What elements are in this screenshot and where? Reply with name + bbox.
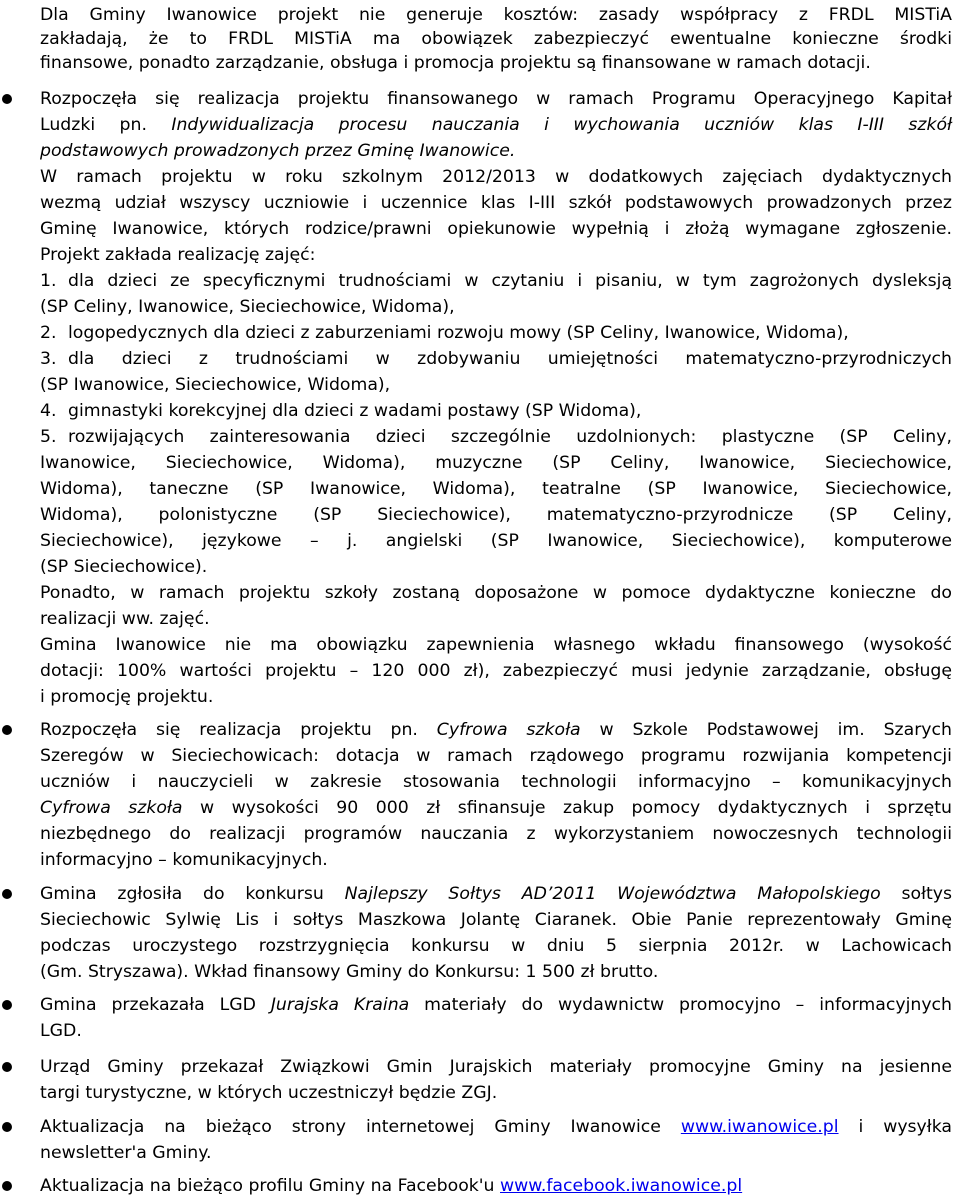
text-line: Gminę Iwanowice, których rodzice/prawni opiekunowie wypełnią i złożą wymagane zgłoszenie. [40, 219, 952, 239]
list-item-cont: Iwanowice, Sieciechowice, Widoma), muzyczne (SP Celiny, Iwanowice, Sieciechowice, [40, 453, 952, 473]
list-item-cont: Widoma), polonistyczne (SP Sieciechowice), matematyczno-przyrodnicze (SP Celiny, [40, 505, 952, 525]
text-line: (Gm. Stryszawa). Wkład finansowy Gminy do Konkursu: 1 500 zł brutto. [40, 962, 659, 982]
bullet-icon [2, 94, 12, 104]
text-line: Urząd Gminy przekazał Związkowi Gmin Jurajskich materiały promocyjne Gminy na jesienne [40, 1057, 952, 1077]
text-line: niezbędnego do realizacji programów nauczania z wykorzystaniem nowoczesnych technologii [40, 824, 952, 844]
bullet-7-paragraph: Aktualizacja na bieżąco profilu Gminy na Facebook'u www.facebook.iwanowice.pl [40, 1176, 743, 1196]
project-title: Indywidualizacja procesu nauczania i wychowania uczniów klas I-III szkół [171, 115, 952, 135]
text-line: newsletter'a Gminy. [40, 1143, 212, 1163]
bullet-icon [2, 1062, 12, 1072]
text-line: realizacji ww. zajęć. [40, 609, 210, 629]
facebook-link[interactable]: www.facebook.iwanowice.pl [500, 1176, 743, 1196]
bullet-5-paragraph [40, 1054, 952, 1106]
list-item: 2. logopedycznych dla dzieci z zaburzeniami rozwoju mowy (SP Celiny, Iwanowice, Widoma), [40, 323, 849, 343]
list-item: 4. gimnastyki korekcyjnej dla dzieci z wadami postawy (SP Widoma), [40, 401, 642, 421]
text-line: LGD. [40, 1021, 82, 1041]
list-item: 3. dla dzieci z trudnościami w zdobywaniu umiejętności matematyczno-przyrodniczych [40, 349, 952, 369]
text-line: Rozpoczęła się realizacja projektu finansowanego w ramach Programu Operacyjnego Kapitał [40, 89, 952, 109]
list-item: 5. rozwijających zainteresowania dzieci szczególnie uzdolnionych: plastyczne (SP Celiny, [40, 427, 952, 447]
bullet-1-paragraph [40, 86, 952, 710]
text-line: informacyjno – komunikacyjnych. [40, 850, 328, 870]
bullet-icon [2, 1000, 12, 1010]
text-line: Ponadto, w ramach projektu szkoły zostaną doposażone w pomoce dydaktyczne konieczne do [40, 583, 952, 603]
text-line: finansowe, ponadto zarządzanie, obsługa i promocja projektu są finansowane w ramach dotacji. [40, 53, 871, 73]
list-item-cont: (SP Sieciechowice). [40, 557, 208, 577]
contest-title: Najlepszy Sołtys AD’2011 Województwa Małopolskiego [344, 884, 881, 904]
bullet-6-paragraph: Aktualizacja na bieżąco strony internetowej Gminy Iwanowice www.iwanowice.pl i wysyłka newsletter'a Gminy. [40, 1114, 952, 1166]
bullet-icon [2, 889, 12, 899]
intro-paragraph [40, 3, 952, 75]
text-line: W ramach projektu w roku szkolnym 2012/2013 w dodatkowych zajęciach dydaktycznych [40, 167, 952, 187]
project-title: Cyfrowa szkoła [40, 798, 183, 818]
project-title: Cyfrowa szkoła [436, 720, 581, 740]
bullet-3-paragraph: Gmina zgłosiła do konkursu Najlepszy Sołtys AD’2011 Województwa Małopolskiego sołtys Sieciechowic Sylwię Lis i sołtys Maszkowa Jolantę Ciaranek. Obie Panie reprezentowały Gminę podczas uroczystego rozstrzygnięcia konkursu w dniu 5 sierpnia 2012r. w Lachowicach (Gm. Stryszawa). Wkład finansowy Gminy do Konkursu: 1 500 zł brutto. [40, 881, 952, 985]
website-link[interactable]: www.iwanowice.pl [680, 1117, 839, 1137]
list-item-cont: Widoma), taneczne (SP Iwanowice, Widoma), teatralne (SP Iwanowice, Sieciechowice, [40, 479, 952, 499]
list-item-cont: (SP Celiny, Iwanowice, Sieciechowice, Widoma), [40, 297, 455, 317]
organization-name: Jurajska Kraina [270, 995, 410, 1015]
text-line: Sieciechowic Sylwię Lis i sołtys Maszkowa Jolantę Ciaranek. Obie Panie reprezentowały Gminę [40, 910, 952, 930]
project-title: podstawowych prowadzonych przez Gminę Iwanowice. [40, 141, 516, 161]
text-line: uczniów i nauczycieli w zakresie stosowania technologii informacyjno – komunikacyjnych [40, 772, 952, 792]
list-item-cont: (SP Iwanowice, Sieciechowice, Widoma), [40, 375, 391, 395]
list-item-cont: Sieciechowice), językowe – j. angielski (SP Iwanowice, Sieciechowice), komputerowe [40, 531, 952, 551]
bullet-2-paragraph: Rozpoczęła się realizacja projektu pn. Cyfrowa szkoła w Szkole Podstawowej im. Szarych Szeregów w Sieciechowicach: dotacja w ramach rządowego programu rozwijania kompetencji uczniów i nauczycieli w zakresie stosowania technologii informacyjno – komunikacyjnych Cyfrowa szkoła w wysokości 90 000 zł sfinansuje zakup pomocy dydaktycznych i sprzętu niezbędnego do realizacji programów nauczania z wykorzystaniem nowoczesnych technologii informacyjno – komunikacyjnych. [40, 717, 952, 873]
text-line: Dla Gminy Iwanowice projekt nie generuje kosztów: zasady współpracy z FRDL MISTiA [40, 5, 952, 25]
text-line: Szeregów w Sieciechowicach: dotacja w ramach rządowego programu rozwijania kompetencji [40, 746, 952, 766]
bullet-icon [2, 1122, 12, 1132]
bullet-4-paragraph: Gmina przekazała LGD Jurajska Kraina materiały do wydawnictw promocyjno – informacyjnych LGD. [40, 992, 952, 1044]
text-line: zakładają, że to FRDL MISTiA ma obowiązek zabezpieczyć ewentualne konieczne środki [40, 29, 952, 49]
text-line: targi turystyczne, w których uczestniczył będzie ZGJ. [40, 1083, 498, 1103]
text-line: dotacji: 100% wartości projektu – 120 000 zł), zabezpieczyć musi jedynie zarządzanie, obsługę [40, 661, 952, 681]
text-line: wezmą udział wszyscy uczniowie i uczennice klas I-III szkół podstawowych prowadzonych przez [40, 193, 952, 213]
bullet-icon [2, 725, 12, 735]
text-line: podczas uroczystego rozstrzygnięcia konkursu w dniu 5 sierpnia 2012r. w Lachowicach [40, 936, 952, 956]
text-line: i promocję projektu. [40, 687, 214, 707]
list-item: 1. dla dzieci ze specyficznymi trudnościami w czytaniu i pisaniu, w tym zagrożonych dysleksją [40, 271, 952, 291]
text-line: Ludzki pn. Indywidualizacja procesu nauczania i wychowania uczniów klas I-III szkół [40, 115, 952, 135]
text-line: Projekt zakłada realizację zajęć: [40, 245, 316, 265]
bullet-icon [2, 1181, 12, 1191]
text-line: Gmina Iwanowice nie ma obowiązku zapewnienia własnego wkładu finansowego (wysokość [40, 635, 952, 655]
